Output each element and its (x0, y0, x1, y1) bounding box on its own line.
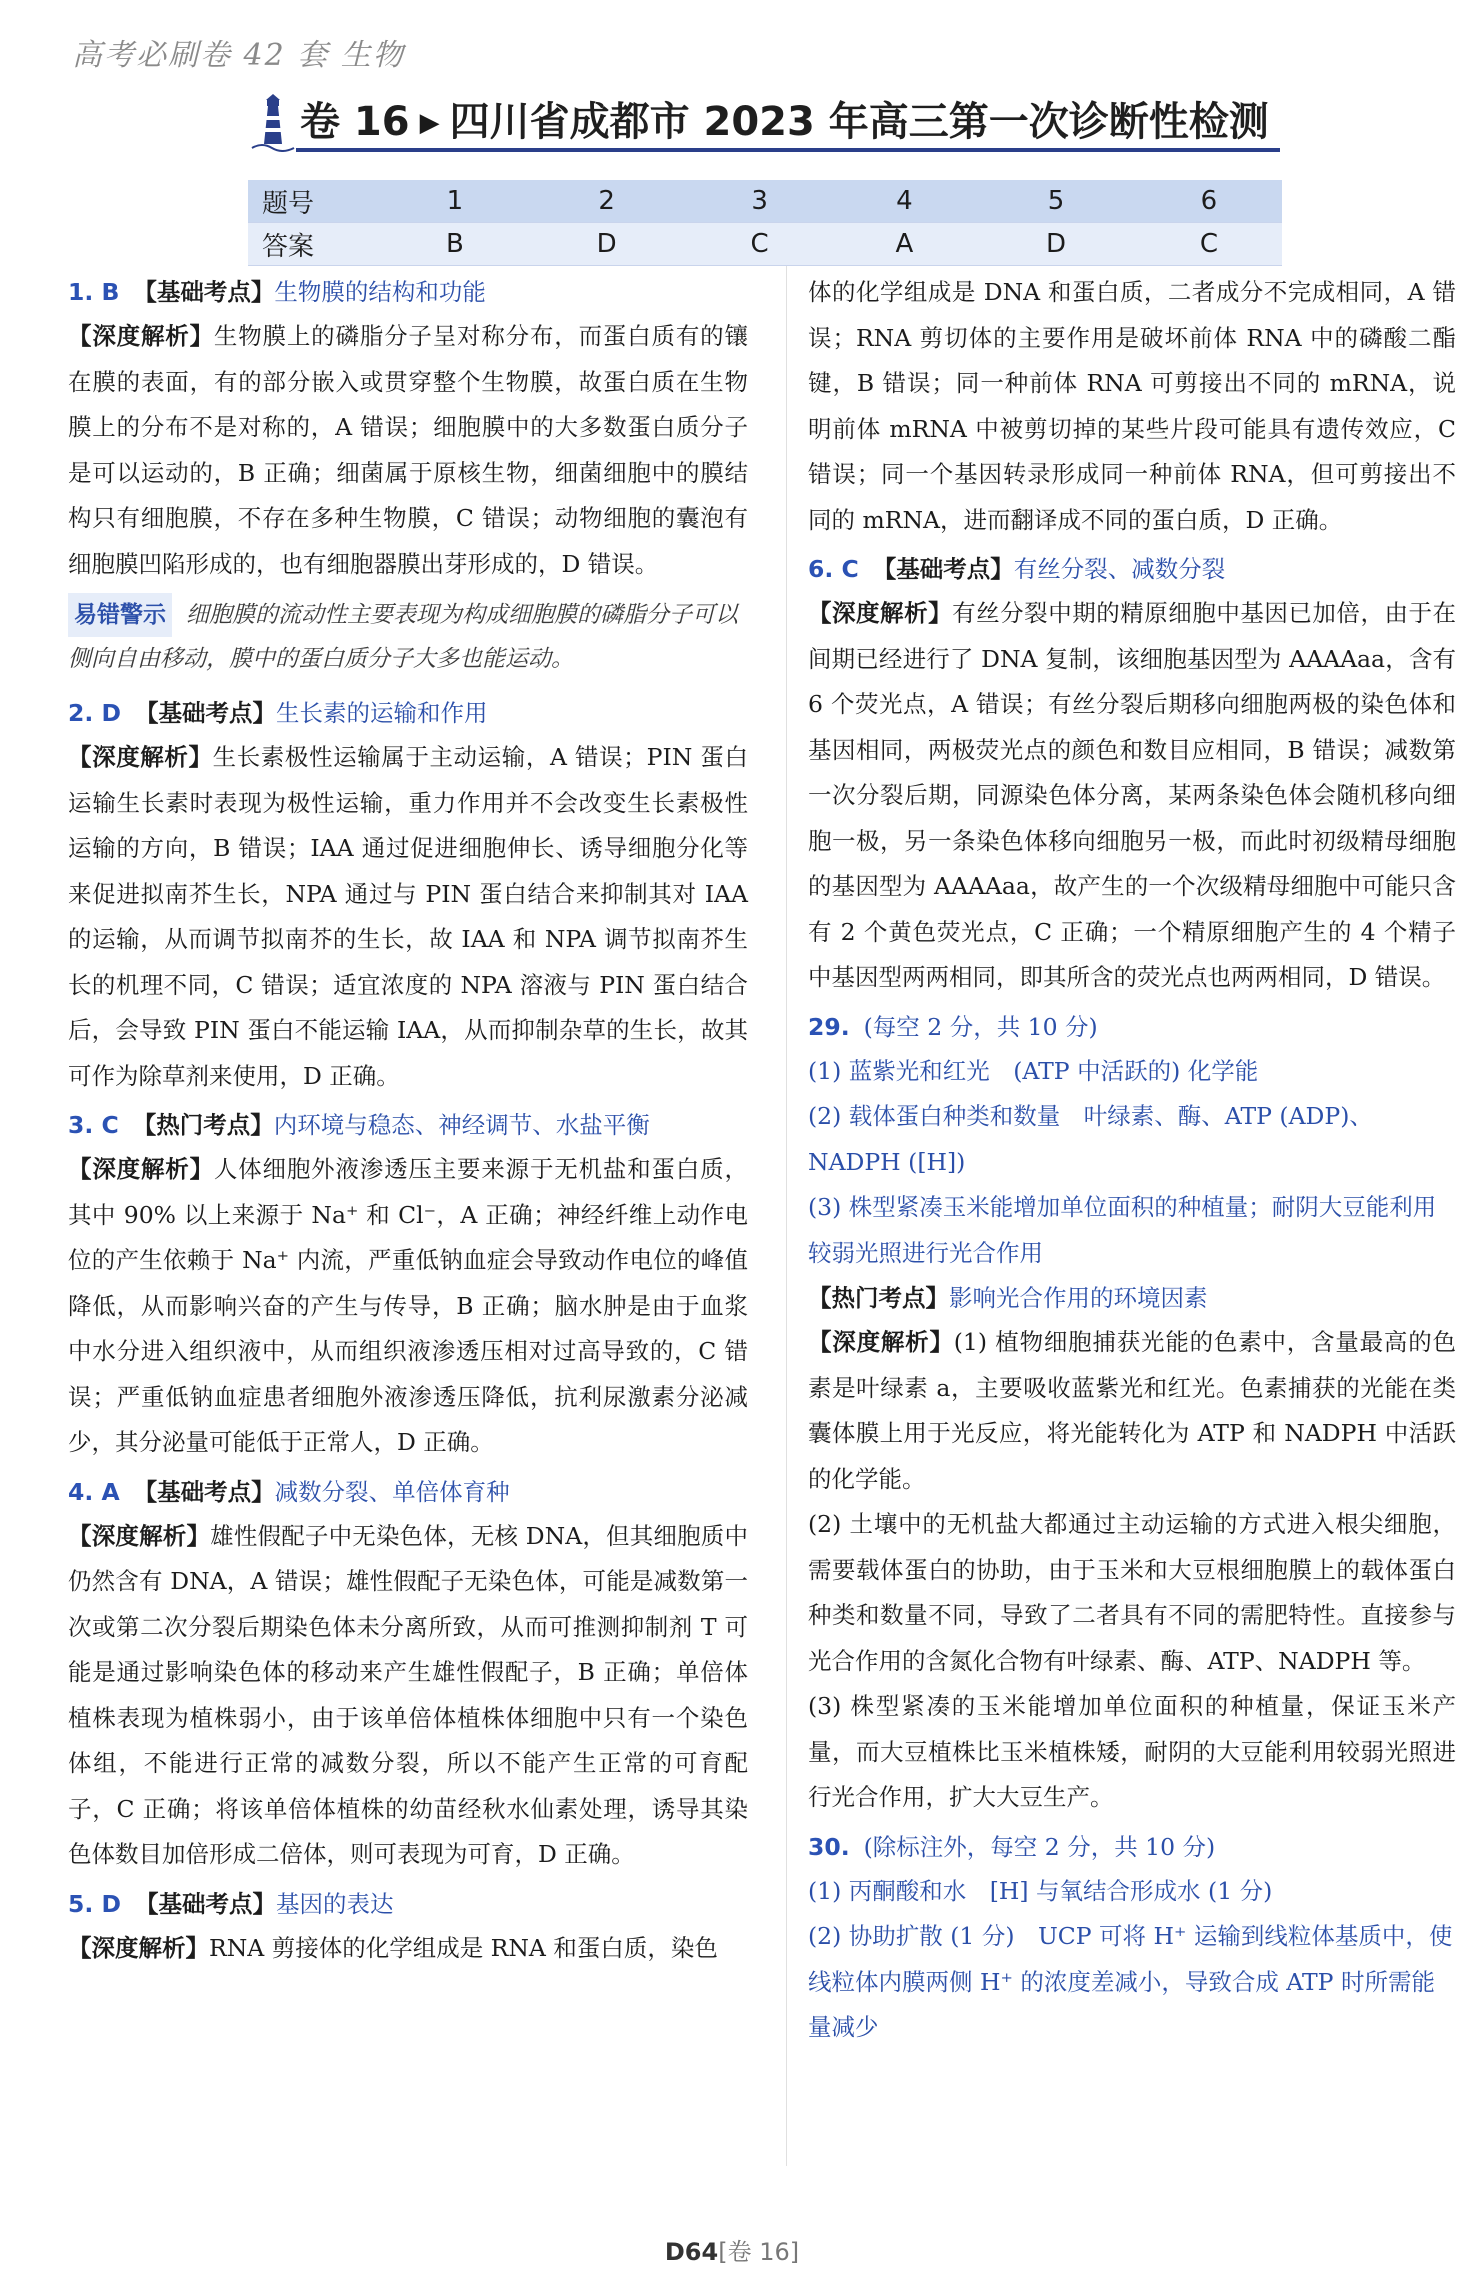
question-5 (68, 1882, 748, 1972)
row-label: 题号 (248, 180, 383, 223)
triangle-icon: ▶ (419, 108, 440, 138)
question-number: 30. (808, 1832, 850, 1861)
tag: 【基础考点】 (133, 1477, 275, 1506)
question-number: 2. D (68, 699, 121, 727)
series-header: 高考必刷卷 42 套 生物 (72, 38, 405, 73)
tag: 【热门考点】 (132, 1111, 274, 1139)
analysis-label: 【深度解析】 (68, 743, 213, 771)
topic: 生长素的运输和作用 (275, 699, 488, 727)
analysis-paragraph-3: (3) 株型紧凑的玉米能增加单位面积的种植量，保证玉米产量，而大豆植株比玉米植株矮，耐阴的大豆能利用较弱光照进行光合作用，扩大大豆生产。 (808, 1692, 1456, 1811)
cell: 1 (383, 180, 527, 223)
tag: 【基础考点】 (134, 699, 276, 727)
topic: 有丝分裂、减数分裂 (1013, 555, 1226, 583)
topic: 减数分裂、单倍体育种 (274, 1477, 510, 1506)
tag: 【基础考点】 (872, 555, 1014, 583)
question-2 (68, 691, 748, 1099)
analysis-paragraph-1: (1) 植物细胞捕获光能的色素中，含量最高的色素是叶绿素 a，主要吸收蓝紫光和红光。色素捕获的光能在类囊体膜上用于光反应，将光能转化为 ATP 和 NADPH 中活跃的化学能。 (808, 1328, 1457, 1493)
column-divider (786, 266, 787, 2166)
question-number: 29. (808, 1012, 850, 1041)
title-bar (250, 86, 1280, 152)
title-underline (296, 148, 1280, 152)
exam-title: 四川省成都市 2023 年高三第一次诊断性检测 (449, 99, 1269, 145)
analysis-label: 【深度解析】 (68, 1155, 214, 1183)
analysis-label: 【深度解析】 (68, 1933, 209, 1962)
question-4 (68, 1470, 748, 1878)
question-6 (808, 547, 1456, 1001)
topic: 生物膜的结构和功能 (274, 278, 486, 306)
cell: 5 (976, 180, 1136, 223)
warning-badge: 易错警示 (68, 593, 172, 637)
row-label: 答案 (248, 223, 383, 266)
answer-row (248, 223, 1282, 266)
question-number: 4. A (68, 1477, 120, 1506)
topic: 影响光合作用的环境因素 (949, 1284, 1208, 1312)
page-number: D64 (664, 2238, 719, 2266)
analysis-label: 【深度解析】 (808, 1328, 954, 1356)
tag: 【基础考点】 (134, 1889, 276, 1918)
question-number: 3. C (68, 1111, 119, 1139)
cell: A (833, 223, 977, 266)
question-number: 5. D (68, 1889, 121, 1918)
topic: 基因的表达 (275, 1889, 394, 1918)
question-1 (68, 270, 748, 681)
question-number: 6. C (808, 555, 859, 583)
analysis-paragraph-2: (2) 土壤中的无机盐大都通过主动运输的方式进入根尖细胞，需要载体蛋白的协助，由于玉米和大豆根细胞膜上的载体蛋白种类和数量不同，导致了二者具有不同的需肥特性。直接参与光合作用的含氮化合物有叶绿素、酶、ATP、NADPH 等。 (808, 1510, 1456, 1675)
warning-text: 细胞膜的流动性主要表现为构成细胞膜的磷脂分子可以侧向自由移动，膜中的蛋白质分子大多也能运动。 (68, 602, 738, 672)
analysis-text: RNA 剪接体的化学组成是 RNA 和蛋白质，染色 (209, 1933, 718, 1962)
cell: 4 (833, 180, 977, 223)
analysis-label: 【深度解析】 (808, 599, 953, 627)
score-note: (每空 2 分，共 10 分) (863, 1012, 1098, 1041)
analysis-text: 生物膜上的磷脂分子呈对称分布，而蛋白质有的镶在膜的表面，有的部分嵌入或贯穿整个生物膜，故蛋白质在生物膜上的分布不是对称的，A 错误；细胞膜中的大多数蛋白质分子是可以运动的，B 正确；细菌属于原核生物，细菌细胞中的膜结构只有细胞膜，不存在多种生物膜，C 错误；动物细胞的囊泡有细胞膜凹陷形成的，也有细胞器膜出芽形成的，D 错误。 (68, 322, 749, 578)
tag: 【基础考点】 (133, 278, 275, 306)
analysis-text: 有丝分裂中期的精原细胞中基因已加倍，由于在间期已经进行了 DNA 复制，该细胞基因型为 AAAAaa，含有 6 个荧光点，A 错误；有丝分裂后期移向细胞两极的染色体和基因相同，两极荧光点的颜色和数目应相同，B 错误；减数第一次分裂后期，同源染色体分离，某两条染色体会随机移向细胞一极，另一条染色体移向细胞另一极，而此时初级精母细胞的基因型为 AAAAaa，故产生的一个次级精母细胞中可能只含有 2 个黄色荧光点，C 正确；一个精原细胞产生的 4 个精子中基因型两两相同，即其所含的荧光点也两两相同，D 错误。 (808, 599, 1457, 991)
question-number-row (248, 180, 1282, 223)
analysis-label: 【深度解析】 (68, 322, 214, 350)
page-title (300, 90, 1269, 147)
lighthouse-icon (250, 92, 296, 152)
score-note: (除标注外，每空 2 分，共 10 分) (863, 1832, 1216, 1861)
cell: 6 (1136, 180, 1282, 223)
topic: 内环境与稳态、神经调节、水盐平衡 (273, 1111, 650, 1139)
analysis-text: 人体细胞外液渗透压主要来源于无机盐和蛋白质，其中 90% 以上来源于 Na⁺ 和 Cl⁻，A 正确；神经纤维上动作电位的产生依赖于 Na⁺ 内流，严重低钠血症会导致动作电位的峰值降低，从而影响兴奋的产生与传导，B 正确；脑水肿是由于血浆中水分进入组织液中，从而组织液渗透压相对过高导致的，C 错误；严重低钠血症患者细胞外液渗透压降低，抗利尿激素分泌减少，其分泌量可能低于正常人，D 正确。 (68, 1155, 749, 1456)
cell: D (976, 223, 1136, 266)
answer-1: (1) 蓝紫光和红光 (ATP 中活跃的) 化学能 (808, 1056, 1259, 1085)
tag: 【热门考点】 (808, 1284, 949, 1312)
cell: B (383, 223, 527, 266)
analysis-label: 【深度解析】 (68, 1521, 211, 1550)
cell: C (687, 223, 833, 266)
page-footer (0, 2232, 1464, 2267)
answer-1: (1) 丙酮酸和水 [H] 与氧结合形成水 (1 分) (808, 1876, 1273, 1905)
cell: 2 (527, 180, 687, 223)
question-3 (68, 1103, 748, 1466)
question-30 (808, 1825, 1456, 2051)
question-29 (808, 1005, 1456, 1821)
answer-2: (2) 协助扩散 (1 分) UCP 可将 H⁺ 运输到线粒体基质中，使线粒体内膜两侧 H⁺ 的浓度差减小，导致合成 ATP 时所需能量减少 (808, 1922, 1453, 2041)
question-5-continued: 体的化学组成是 DNA 和蛋白质，二者成分不完成相同，A 错误；RNA 剪切体的主要作用是破坏前体 RNA 中的磷酸二酯键，B 错误；同一种前体 RNA 可剪接出不同的 mRNA，说明前体 mRNA 中被剪切掉的某些片段可能具有遗传效应，C 错误；同一个基因转录形成同一种前体 RNA，但可剪接出不同的 mRNA，进而翻译成不同的蛋白质，D 正确。 (808, 278, 1456, 534)
answer-3: (3) 株型紧凑玉米能增加单位面积的种植量；耐阴大豆能利用较弱光照进行光合作用 (808, 1193, 1437, 1267)
answer-2: (2) 载体蛋白种类和数量 叶绿素、酶、ATP (ADP)、NADPH ([H]) (808, 1102, 1373, 1176)
question-number: 1. B (68, 278, 120, 306)
cell: D (527, 223, 687, 266)
answer-table (248, 180, 1282, 266)
footer-volume: [卷 16] (718, 2238, 800, 2266)
analysis-text: 生长素极性运输属于主动运输，A 错误；PIN 蛋白运输生长素时表现为极性运输，重力作用并不会改变生长素极性运输的方向，B 错误；IAA 通过促进细胞伸长、诱导细胞分化等来促进拟南芥生长，NPA 通过与 PIN 蛋白结合来抑制其对 IAA 的运输，从而调节拟南芥的生长，故 IAA 和 NPA 调节拟南芥生长的机理不同，C 错误；适宜浓度的 NPA 溶液与 PIN 蛋白结合后，会导致 PIN 蛋白不能运输 IAA，从而抑制杂草的生长，故其可作为除草剂来使用，D 正确。 (68, 743, 749, 1090)
volume-label: 卷 16 (300, 99, 410, 145)
cell: C (1136, 223, 1282, 266)
left-column (68, 270, 748, 1971)
right-column (808, 270, 1456, 2051)
cell: 3 (687, 180, 833, 223)
analysis-text: 雄性假配子中无染色体，无核 DNA，但其细胞质中仍然含有 DNA，A 错误；雄性假配子无染色体，可能是减数第一次或第二次分裂后期染色体未分离所致，从而可推测抑制剂 T 可能是通过影响染色体的移动来产生雄性假配子，B 正确；单倍体植株表现为植株弱小，由于该单倍体植株体细胞中只有一个染色体组，不能进行正常的减数分裂，所以不能产生正常的可育配子，C 正确；将该单倍体植株的幼苗经秋水仙素处理，诱导其染色体数目加倍形成二倍体，则可表现为可育，D 正确。 (68, 1521, 748, 1868)
